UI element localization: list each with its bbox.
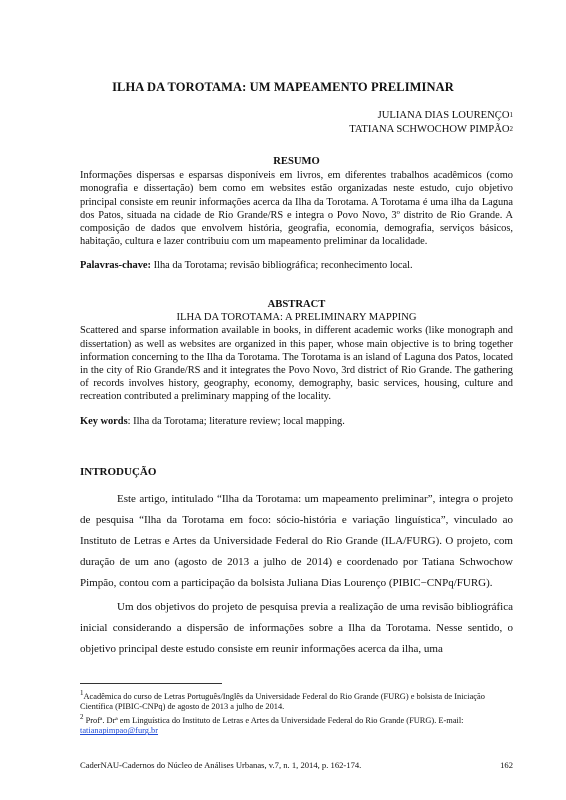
abstract-text: Scattered and sparse information available in books, in different academic works (like monograph and dissertation) as well as websites are organized in this paper, whose main objective is to bring together information concerning to the Ilha da Torotama. The Torotama is an island of Laguna dos Patos, located in the city of Rio Grande/RS and it integrates the Povo Novo, 3rd district of Rio Grande. The gathering of records involves history, geography, economy, demography, basic services, housing, culture and recreation contributed a preliminary mapping of the locality.	[80, 325, 513, 403]
author-2: TATIANA SCHWOCHOW PIMPÃO$^2$	[349, 124, 513, 135]
introduction-body	[80, 489, 513, 660]
footnote-divider	[80, 683, 222, 684]
resumo-section	[80, 155, 513, 273]
footnote-2: $^2$ Profª. Drª em Linguística do Instituto de Letras e Artes da Universidade Federal do Rio Grande (FURG). E-mail: tatianapimpao@furg.br	[80, 713, 464, 736]
footnote-ref-2[interactable]: 2	[509, 125, 513, 133]
resumo-heading: RESUMO	[273, 156, 320, 167]
abstract-keywords: Key words: Ilha da Torotama; literature review; local mapping.	[80, 415, 345, 427]
introduction-heading: INTRODUÇÃO	[80, 466, 157, 478]
abstract-section	[80, 298, 513, 428]
abstract-subtitle: ILHA DA TOROTAMA: A PRELIMINARY MAPPING	[176, 312, 417, 324]
author-list	[349, 109, 513, 137]
resumo-text: Informações dispersas e esparsas disponíveis em livros, em diferentes trabalhos acadêmicos (como monografia e dissertação) bem como em websites estão organizadas neste estudo, cujo objetivo principal consiste em reunir informações acerca da Ilha da Torotama. A Torotama é uma ilha da Laguna dos Patos, situada na cidade de Rio Grande/RS e integra o Povo Novo, 3º distrito de Rio Grande. A composição de dados que envolvem história, geografia, economia, demografia, serviços básicos, habitação, cultura e lazer contribuiu com um mapeamento preliminar da localidade.	[80, 170, 513, 248]
author-1: JULIANA DIAS LOURENÇO$^1$	[377, 110, 513, 121]
email-link[interactable]: tatianapimpao@furg.br	[80, 726, 159, 736]
paper-title: ILHA DA TOROTAMA: UM MAPEAMENTO PRELIMINAR	[112, 80, 454, 94]
abstract-heading: ABSTRACT	[267, 299, 326, 310]
journal-citation: CaderNAU-Cadernos do Núcleo de Análises Urbanas, v.7, n. 1, 2014, p. 162-174.	[80, 760, 362, 770]
footnote-1: $^1$Acadêmica do curso de Letras Português/Inglês da Universidade Federal do Rio Grande (FURG) e bolsista de Iniciação Científica (PIBIC-CNPq) de agosto de 2013 a julho de 2014.	[80, 689, 485, 712]
footnote-ref-1[interactable]: 1	[509, 111, 513, 119]
introduction-paragraph-2: Um dos objetivos do projeto de pesquisa previa a realização de uma revisão bibliográfica inicial considerando a dispersão de informações sobre a Ilha da Torotama. Nesse sentido, o objetivo principal deste estudo consiste em reunir informações acerca da ilha, uma	[80, 601, 513, 655]
resumo-keywords: Palavras-chave: Ilha da Torotama; revisão bibliográfica; reconhecimento local.	[80, 260, 413, 272]
introduction-paragraph-1: Este artigo, intitulado “Ilha da Torotama: um mapeamento preliminar”, integra o projeto de pesquisa “Ilha da Torotama em foco: sócio-história e variação linguística”, vinculado ao Instituto de Letras e Artes da Universidade Federal do Rio Grande (ILA/FURG). O projeto, com duração de um ano (agosto de 2013 a julho de 2014) e coordenado por Tatiana Schwochow Pimpão, contou com a participação da bolsista Juliana Dias Lourenço (PIBIC−CNPq/FURG).	[80, 493, 513, 589]
page-footer	[80, 760, 513, 770]
page-number: 162	[500, 760, 513, 770]
